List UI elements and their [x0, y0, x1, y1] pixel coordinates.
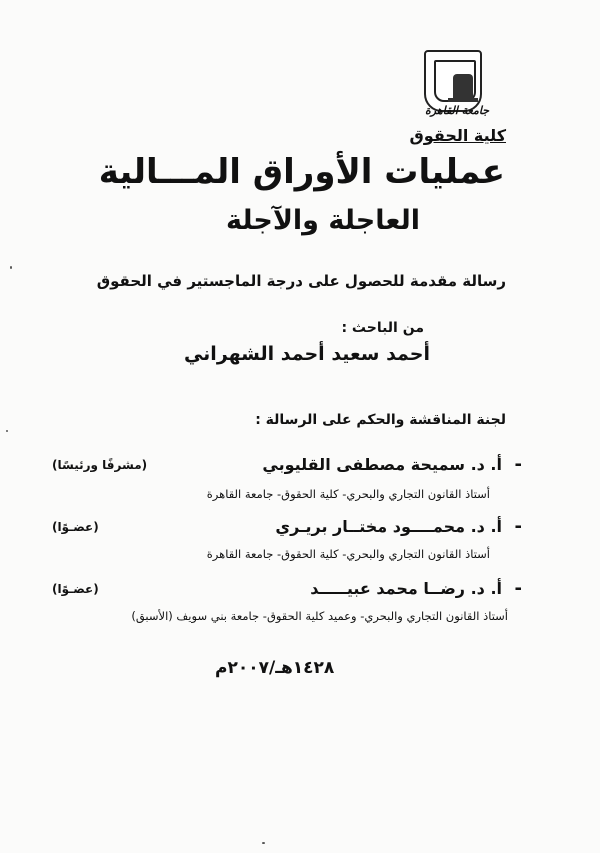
committee-member-name: أ. د. رضــا محمد عبيـــــد — [310, 579, 502, 598]
thesis-date: ١٤٢٨هـ/٢٠٠٧م — [215, 658, 335, 678]
committee-member-description: أستاذ القانون التجاري والبحري- كلية الحقوق- جامعة القاهرة — [206, 487, 490, 501]
list-dash: - — [514, 516, 522, 537]
seal-base-icon — [448, 98, 478, 102]
researcher-name: أحمد سعيد أحمد الشهراني — [183, 343, 430, 365]
committee-member-name: أ. د. محمــــود مختــار بريـري — [275, 517, 502, 536]
scan-speck — [10, 266, 12, 269]
university-seal-logo — [424, 50, 482, 112]
thesis-degree-statement: رسالة مقدمة للحصول على درجة الماجستير في الحقوق — [96, 272, 506, 290]
researcher-label: من الباحث : — [341, 320, 424, 336]
seal-shield-icon — [434, 60, 476, 102]
university-name: جامعة القاهرة — [425, 104, 490, 117]
committee-member-name: أ. د. سميحة مصطفى القليوبي — [262, 455, 502, 474]
list-dash: - — [514, 578, 522, 599]
seal-figure-icon — [453, 74, 473, 100]
committee-member-role: (عضـوًا) — [52, 520, 99, 534]
scan-speck — [6, 430, 8, 432]
list-dash: - — [514, 454, 522, 475]
committee-member-role: (عضـوًا) — [52, 582, 99, 596]
thesis-title-line1: عمليات الأوراق المـــالية — [98, 152, 505, 192]
scan-speck — [262, 842, 265, 844]
faculty-name: كلية الحقوق — [409, 126, 506, 145]
committee-member-description: أستاذ القانون التجاري والبحري- كلية الحقوق- جامعة القاهرة — [206, 547, 490, 561]
committee-member-description: أستاذ القانون التجاري والبحري- وعميد كلية الحقوق- جامعة بني سويف (الأسبق) — [131, 609, 508, 623]
thesis-title-line2: العاجلة والآجلة — [225, 205, 420, 236]
committee-member-role: (مشرفًا ورئيسًا) — [52, 458, 148, 472]
committee-heading: لجنة المناقشة والحكم على الرسالة : — [255, 412, 506, 428]
